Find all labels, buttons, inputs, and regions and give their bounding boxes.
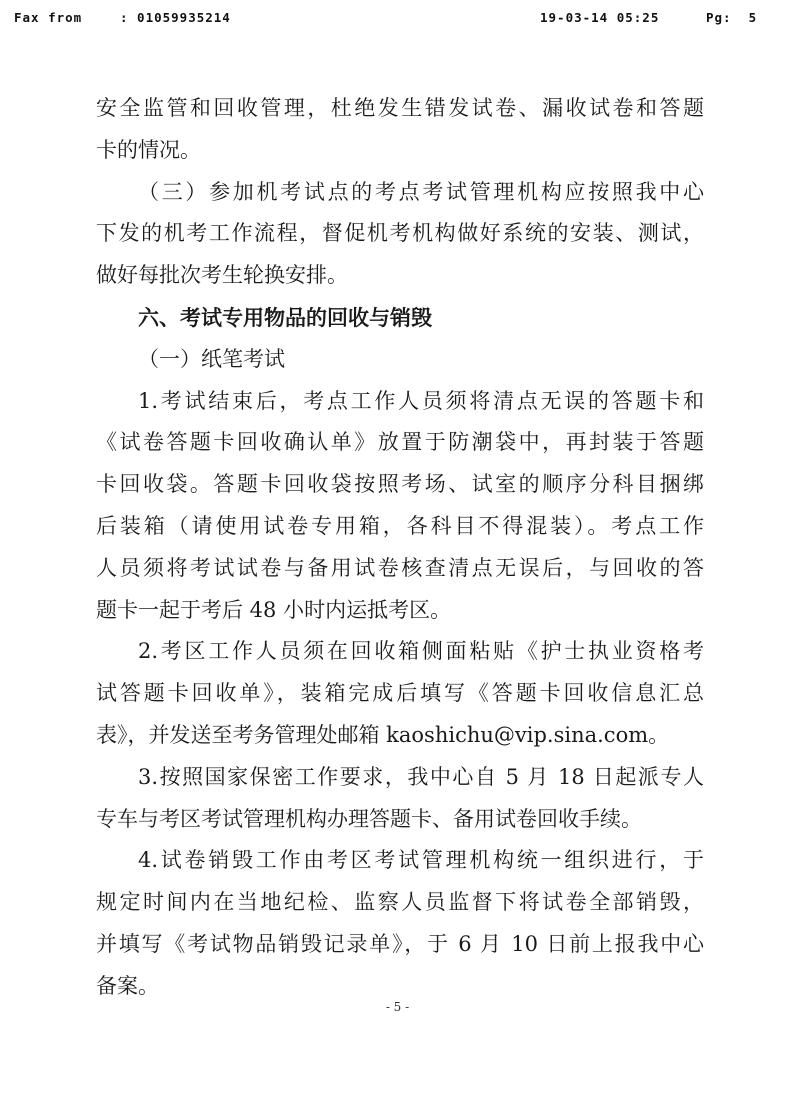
subsection-heading: （一）纸笔考试 <box>138 346 285 371</box>
text-line: 卡的情况。 <box>96 137 201 162</box>
text-line: 1.考试结束后，考点工作人员须将清点无误的答题卡和 <box>138 388 704 413</box>
text-line: 备案。 <box>96 973 159 998</box>
text-line: 做好每批次考生轮换安排。 <box>96 263 348 288</box>
section-heading: 六、考试专用物品的回收与销毁 <box>138 304 432 330</box>
fax-page-number: Pg: 5 <box>706 10 758 25</box>
text-line: 卡回收袋。答题卡回收袋按照考场、试室的顺序分科目捆绑 <box>96 472 704 497</box>
text-line: 2.考区工作人员须在回收箱侧面粘贴《护士执业资格考 <box>138 639 704 664</box>
fax-timestamp: 19-03-14 05:25 <box>540 10 660 25</box>
text-line: 专车与考区考试管理机构办理答题卡、备用试卷回收手续。 <box>96 806 642 831</box>
text-line: 3.按照国家保密工作要求，我中心自 5 月 18 日起派专人 <box>138 764 704 789</box>
text-line: 安全监管和回收管理，杜绝发生错发试卷、漏收试卷和答题 <box>96 96 704 120</box>
fax-from-label: Fax from <box>14 10 83 25</box>
text-line: 并填写《考试物品销毁记录单》，于 6 月 10 日前上报我中心 <box>96 931 704 956</box>
text-line: 后装箱（请使用试卷专用箱，各科目不得混装）。考点工作 <box>96 513 704 538</box>
text-line: 下发的机考工作流程，督促机考机构做好系统的安装、测试， <box>96 221 704 246</box>
text-line: 题卡一起于考后 48 小时内运抵考区。 <box>96 597 452 622</box>
text-line: 人员须将考试试卷与备用试卷核查清点无误后，与回收的答 <box>96 555 704 580</box>
text-line: 《试卷答题卡回收确认单》放置于防潮袋中，再封装于答题 <box>96 430 704 455</box>
document-body <box>96 88 704 1008</box>
page-number-footer: - 5 - <box>385 1000 410 1014</box>
text-line: 规定时间内在当地纪检、监察人员监督下将试卷全部销毁， <box>96 890 704 915</box>
fax-number: : 01059935214 <box>120 10 231 25</box>
text-line: 4.试卷销毁工作由考区考试管理机构统一组织进行，于 <box>138 848 704 873</box>
text-line: 表》，并发送至考务管理处邮箱 kaoshichu@vip.sina.com。 <box>96 722 670 747</box>
text-line: 试答题卡回收单》，装箱完成后填写《答题卡回收信息汇总 <box>96 681 704 706</box>
text-line: （三）参加机考试点的考点考试管理机构应按照我中心 <box>138 179 704 204</box>
fax-header <box>0 10 795 32</box>
